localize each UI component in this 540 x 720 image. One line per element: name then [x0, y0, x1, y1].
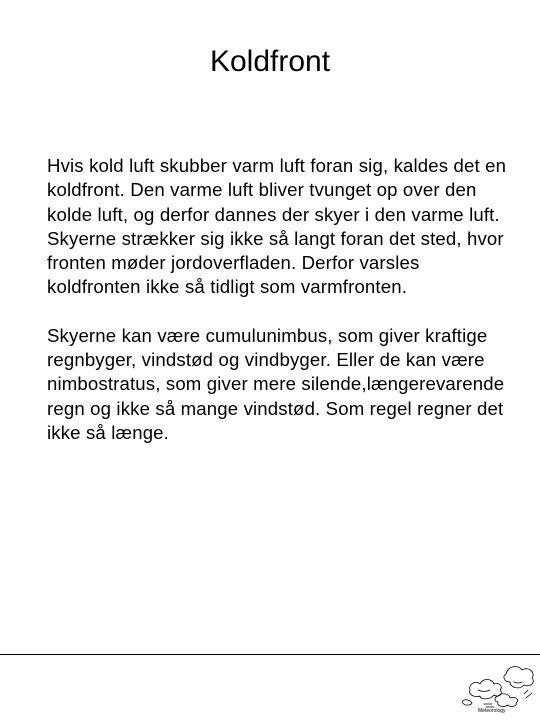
logo-text: Meteorology	[478, 708, 506, 714]
meteorology-logo	[458, 660, 538, 720]
cloud-sketch-icon	[458, 660, 538, 710]
body-text	[47, 154, 507, 445]
slide-title: Koldfront	[209, 45, 331, 78]
paragraph-cloud-types: Skyerne kan være cumulunimbus, som giver kraftige regnbyger, vindstød og vindbyger. Eller de kan være nimbostratus, som giver mere silende,længerevarende regn og ikke så mange vindstød. Som regel regner det ikke så længe.	[47, 324, 505, 443]
footer-divider	[0, 654, 540, 655]
paragraph-cold-front-definition: Hvis kold luft skubber varm luft foran sig, kaldes det en koldfront. Den varme luft bliver tvunget op over den kolde luft, og derfor dannes der skyer i den varme luft. Skyerne strækker sig ikke så langt foran det sted, hvor fronten møder jordoverfladen. Derfor varsles koldfronten ikke så tidligt som varmfronten.	[47, 155, 507, 298]
